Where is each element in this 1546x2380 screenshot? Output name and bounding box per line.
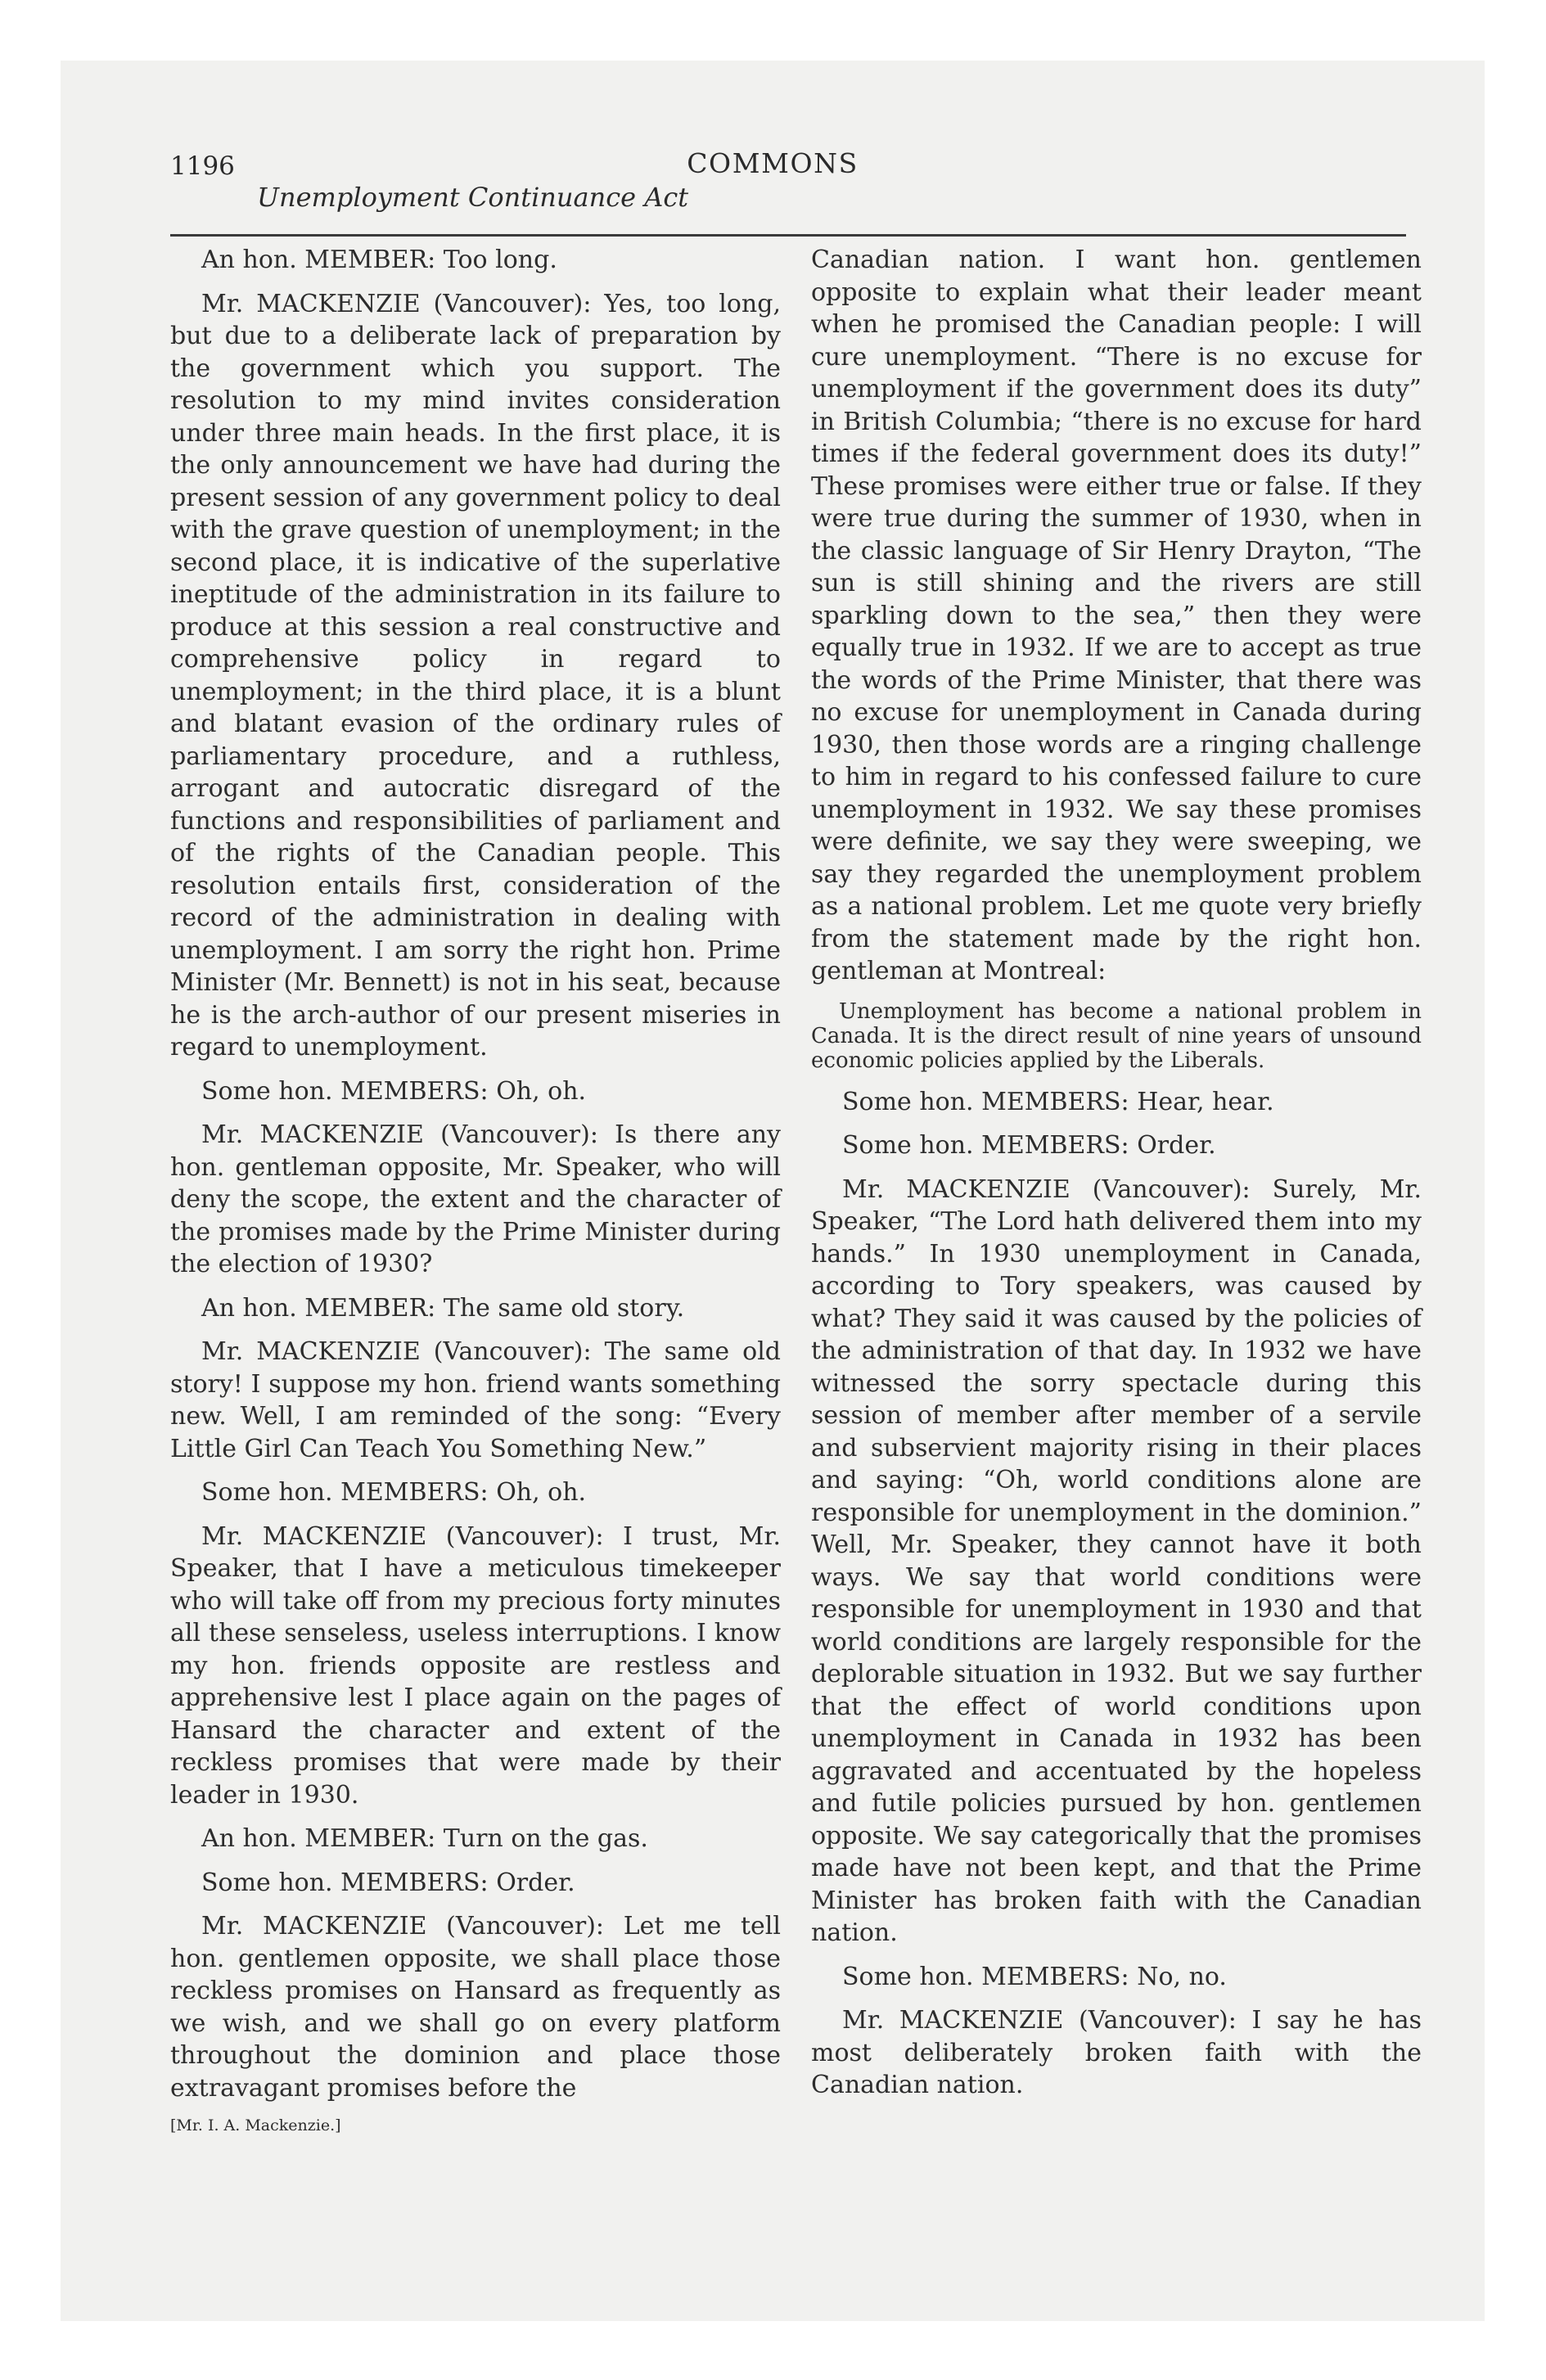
section-subtitle: Unemployment Continuance Act [257,182,689,213]
paragraph: Mr. MACKENZIE (Vancouver): I trust, Mr. Speaker, that I have a meticulous timekeeper who will take off from my precious forty minutes all these senseless, useless interruptions. I know my hon. friends opposite are restless and apprehensive lest I place again on the pages of Hansard the character and extent of the reckless promises that were made by their leader in 1930. [170,1521,781,1810]
paragraph: An hon. MEMBER: Too long. [201,246,557,274]
paragraph: An hon. MEMBER: The same old story. [201,1293,685,1323]
header-rule [170,234,1406,237]
paragraph: Mr. MACKENZIE (Vancouver): Yes, too long, but due to a deliberate lack of preparation by the government which you support. The resolution to my mind invites consideration under three main heads. In the first place, it is the only announcement we have had during the present session of any government policy to deal with the grave question of unemployment; in the second place, it is indicative of the superlative ineptitude of the administration in its failure to produce at this session a real constructive and comprehensive policy in regard to unemployment; in the third place, it is a blunt and blatant evasion of the ordinary rules of parliamentary procedure, and a ruthless, arrogant and autocratic disregard of the functions and responsibilities of parliament and of the rights of the Canadian people. This resolution entails first, consideration of the record of the administration in dealing with unemployment. I am sorry the right hon. Prime Minister (Mr. Bennett) is not in his seat, because he is the arch-author of our present miseries in regard to unemployment. [170,289,781,1062]
right-column [811,244,1422,2113]
paragraph: Mr. MACKENZIE (Vancouver): Surely, Mr. Speaker, “The Lord hath delivered them into my hands.” In 1930 unemployment in Canada, according to Tory speakers, was caused by what? They said it was caused by the policies of the administration of that day. In 1932 we have witnessed the sorry spectacle during this session of member after member of a servile and subservient majority rising in their places and saying: “Oh, world conditions alone are responsible for unemployment in the dominion.” Well, Mr. Speaker, they cannot have it both ways. We say that world conditions were responsible for unemployment in 1930 and that world conditions are largely responsible for the deplorable situation in 1932. But we say further that the effect of world conditions upon unemployment in Canada in 1932 has been aggravated and accentuated by the hopeless and futile policies pursued by hon. gentlemen opposite. We say categorically that the promises made have not been kept, and that the Prime Minister has broken faith with the Canadian nation. [811,1174,1422,1947]
paragraph-continued: Canadian nation. I want hon. gentlemen opposite to explain what their leader meant when he promised the Canadian people: I will cure unemployment. “There is no excuse for unemployment if the government does its duty” in British Columbia; “there is no excuse for hard times if the federal government does its duty!” These promises were either true or false. If they were true during the summer of 1930, when in the classic language of Sir Henry Drayton, “The sun is still shining and the rivers are still sparkling down to the sea,” then they were equally true in 1932. If we are to accept as true the words of the Prime Minister, that there was no excuse for unemployment in Canada during 1930, then those words are a ringing challenge to him in regard to his confessed failure to cure unemployment in 1932. We say these promises were definite, we say they were sweeping, we say they regarded the unemployment problem as a national problem. Let me quote very briefly from the statement made by the right hon. gentleman at Montreal: [811,246,1422,985]
left-column [170,244,781,2135]
speaker-footnote: [Mr. I. A. Mackenzie.] [170,2116,341,2134]
block-quote: Unemployment has become a national problem in Canada. It is the direct result of nine years of unsound economic policies applied by the Liberals. [811,998,1422,1073]
paragraph: Some hon. MEMBERS: Oh, oh. [201,1478,587,1507]
paragraph: Mr. MACKENZIE (Vancouver): Let me tell hon. gentlemen opposite, we shall place those reckless promises on Hansard as frequently as we wish, and we shall go on every platform throughout the dominion and place those extravagant promises before the [170,1912,781,2103]
running-title: COMMONS [687,147,859,179]
paragraph: Mr. MACKENZIE (Vancouver): I say he has most deliberately broken faith with the Canadian nation. [811,2006,1422,2099]
paragraph: Some hon. MEMBERS: Order. [201,1868,575,1897]
paragraph: Mr. MACKENZIE (Vancouver): The same old story! I suppose my hon. friend wants something new. Well, I am reminded of the song: “Every Little Girl Can Teach You Something New.” [170,1337,781,1463]
page-header [61,61,1485,232]
paragraph: Mr. MACKENZIE (Vancouver): Is there any hon. gentleman opposite, Mr. Speaker, who will deny the scope, the extent and the character of the promises made by the Prime Minister during the election of 1930? [170,1120,781,1278]
paragraph: An hon. MEMBER: Turn on the gas. [201,1824,648,1853]
paragraph: Some hon. MEMBERS: Hear, hear. [842,1087,1274,1116]
page-number: 1196 [170,151,235,181]
hansard-page [61,61,1485,2321]
paragraph: Some hon. MEMBERS: Oh, oh. [201,1076,587,1106]
paragraph: Some hon. MEMBERS: No, no. [842,1962,1227,1991]
paragraph: Some hon. MEMBERS: Order. [842,1131,1216,1160]
